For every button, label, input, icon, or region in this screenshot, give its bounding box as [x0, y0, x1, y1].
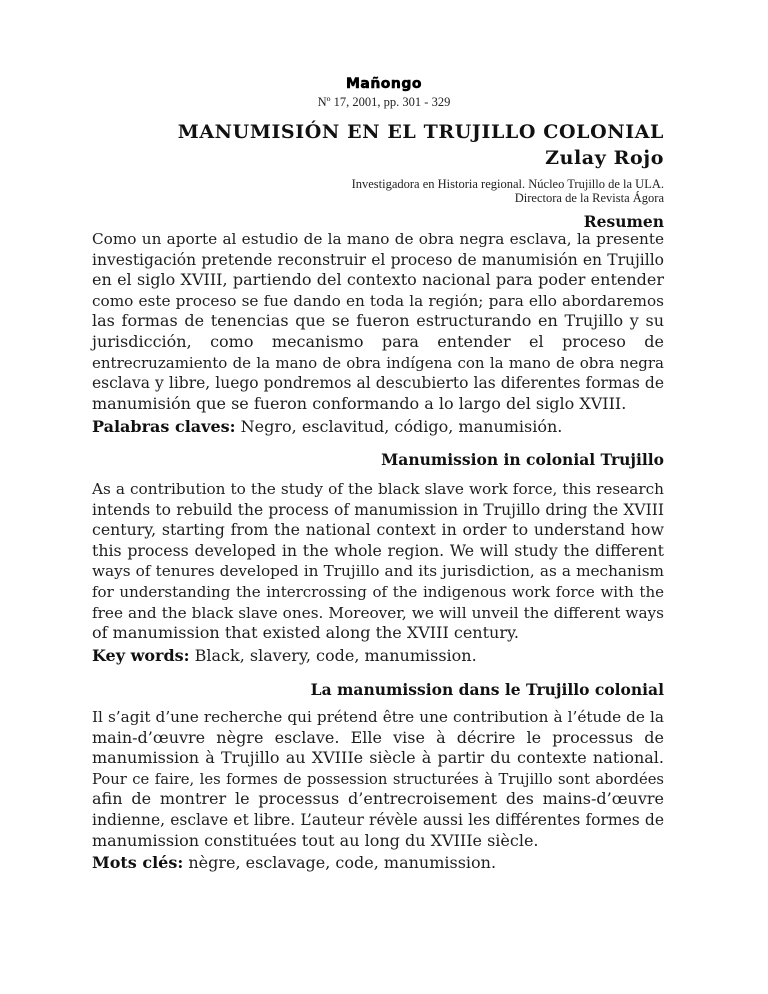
abstract-line: manumission constituées tout au long du XVIIIe siècle. [92, 830, 539, 850]
section-heading-french: La manumission dans le Trujillo colonial [310, 680, 664, 699]
abstract-line: As a contribution to the study of the black slave work force, this research [92, 480, 664, 498]
abstract-line: manumission à Trujillo au XVIIIe siècle à partir du contexte national. [92, 748, 664, 768]
abstract-line: intends to rebuild the process of manumission in Trujillo dring the XVIII [92, 500, 664, 519]
abstract-line: main-d’œuvre nègre esclave. Elle vise à décrire le processus de [92, 727, 664, 747]
abstract-line: ways of tenures developed in Trujillo and its jurisdiction, as a mechanism [92, 562, 664, 581]
abstract-line: en el siglo XVIII, partiendo del contexto nacional para poder entender [92, 270, 664, 290]
abstract-line: indienne, esclave et libre. L’auteur révèle aussi les différentes formes de [92, 810, 664, 829]
abstract-line: esclava y libre, luego pondremos al descubierto las diferentes formas de [92, 374, 664, 393]
section-heading-resumen: Resumen [583, 212, 664, 231]
abstract-line: investigación pretende reconstruir el proceso de manumisión en Trujillo [92, 250, 664, 269]
keywords-value: Negro, esclavitud, código, manumisión. [240, 417, 563, 436]
abstract-line: century, starting from the national context in order to understand how [92, 520, 664, 540]
keywords-value: Black, slavery, code, manumission. [194, 646, 477, 665]
keywords-spanish [92, 417, 562, 436]
abstract-line: free and the black slave ones. Moreover, we will unveil the different ways [92, 603, 664, 622]
abstract-line: entrecruzamiento de la mano de obra indígena con la mano de obra negra [92, 353, 664, 372]
keywords-label: Key words: [92, 646, 190, 665]
journal-reference: Nº 17, 2001, pp. 301 - 329 [317, 95, 451, 109]
abstract-line: como este proceso se fue dando en toda la región; para ello abordaremos [92, 291, 664, 310]
abstract-line: of manumission that existed along the XVIII century. [92, 623, 519, 643]
abstract-line: afin de montrer le processus d’entrecroisement des mains-d’œuvre [92, 789, 664, 809]
abstract-english [92, 479, 664, 644]
journal-logo: Mañongo [345, 76, 423, 92]
article-author: Zulay Rojo [545, 147, 664, 169]
keywords-french [92, 853, 496, 872]
article-title: MANUMISIÓN EN EL TRUJILLO COLONIAL [177, 121, 664, 143]
abstract-line: jurisdicción, como mecanismo para entender el proceso de [92, 331, 664, 351]
keywords-value: nègre, esclavage, code, manumission. [188, 853, 497, 872]
author-affiliation-line2: Directora de la Revista Ágora [514, 191, 664, 205]
abstract-line: Como un aporte al estudio de la mano de obra negra esclava, la presente [92, 230, 664, 248]
author-affiliation-line1: Investigadora en Historia regional. Núcleo Trujillo de la ULA. [351, 177, 664, 191]
abstract-line: las formas de tenencias que se fueron estructurando en Trujillo y su [92, 311, 664, 331]
abstract-spanish [92, 229, 664, 414]
abstract-line: Pour ce faire, les formes de possession structurées à Trujillo sont abordées [92, 770, 664, 788]
abstract-line: for understanding the intercrossing of the indigenous work force with the [92, 582, 664, 601]
abstract-line: this process developed in the whole region. We will study the different [92, 540, 664, 560]
abstract-line: manumisión que se fueron conformando a lo largo del siglo XVIII. [92, 393, 627, 413]
keywords-label: Mots clés: [92, 853, 184, 872]
section-heading-english: Manumission in colonial Trujillo [381, 450, 664, 469]
keywords-label: Palabras claves: [92, 417, 236, 436]
abstract-line: Il s’agit d’une recherche qui prétend être une contribution à l’étude de la [92, 708, 664, 726]
keywords-english [92, 646, 477, 665]
abstract-french [92, 707, 664, 851]
